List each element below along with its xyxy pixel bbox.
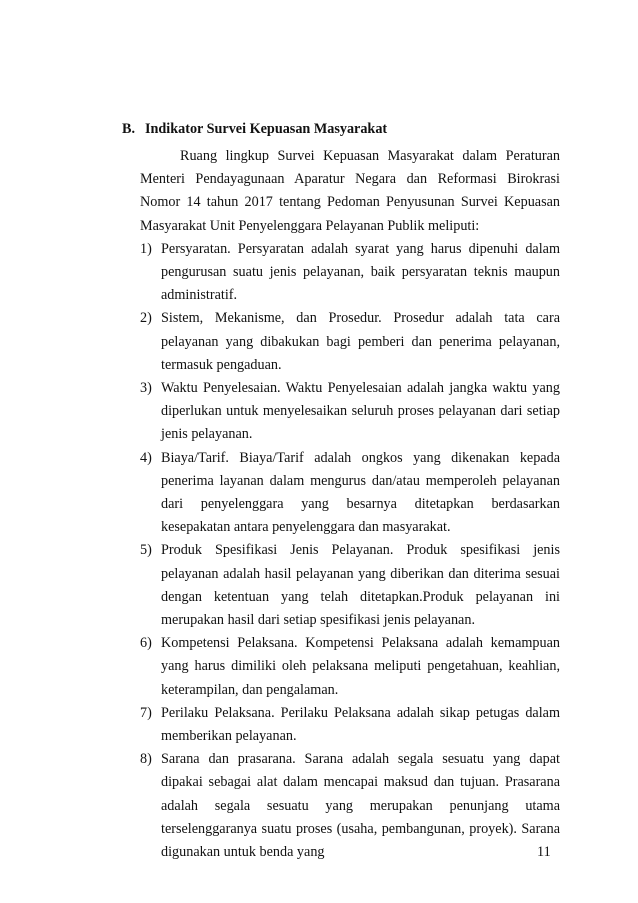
list-item xyxy=(140,539,560,632)
item-text: Biaya/Tarif. Biaya/Tarif adalah ongkos yang dikenakan kepada penerima layanan dalam mengurus dan/atau memperoleh pelayanan dari penyelenggara yang besarnya ditetapkan berdasarkan kesepakatan antara penyelenggara dan masyarakat. xyxy=(161,449,560,536)
list-item xyxy=(140,702,560,748)
item-number: 4) xyxy=(140,449,152,466)
section-heading xyxy=(122,121,387,138)
item-text: Perilaku Pelaksana. Perilaku Pelaksana adalah sikap petugas dalam memberikan pelayanan. xyxy=(161,704,560,745)
intro-paragraph: Ruang lingkup Survei Kepuasan Masyarakat dalam Peraturan Menteri Pendayagunaan Aparatur Negara dan Reformasi Birokrasi Nomor 14 tahun 2017 tentang Pedoman Penyusunan Survei Kepuasan Masyarakat Unit Penyelenggara Pelayanan Publik meliputi: xyxy=(140,148,560,234)
list-item xyxy=(140,632,560,702)
section-title: Indikator Survei Kepuasan Masyarakat xyxy=(145,121,388,137)
item-number: 6) xyxy=(140,635,152,652)
list-item xyxy=(140,238,560,308)
list-item xyxy=(140,307,560,377)
item-text: Produk Spesifikasi Jenis Pelayanan. Produk spesifikasi jenis pelayanan adalah hasil pelayanan yang diberikan dan diterima sesuai dengan ketentuan yang telah ditetapkan.Produk pelayanan ini merupakan hasil dari setiap spesifikasi jenis pelayanan. xyxy=(161,542,560,629)
list-item xyxy=(140,377,560,447)
list-item xyxy=(140,447,560,540)
item-number: 7) xyxy=(140,704,152,721)
item-number: 2) xyxy=(140,310,152,327)
section-letter: B. xyxy=(122,121,136,137)
item-number: 5) xyxy=(140,542,152,559)
document-body xyxy=(140,145,560,864)
item-text: Waktu Penyelesaian. Waktu Penyelesaian adalah jangka waktu yang diperlukan untuk menyelesaikan seluruh proses pelayanan dari setiap jenis pelayanan. xyxy=(161,380,560,443)
item-text: Kompetensi Pelaksana. Kompetensi Pelaksana adalah kemampuan yang harus dimiliki oleh pelaksana meliputi pengetahuan, keahlian, keterampilan, dan pengalaman. xyxy=(161,635,560,698)
item-text: Sistem, Mekanisme, dan Prosedur. Prosedur adalah tata cara pelayanan yang dibakukan bagi pemberi dan penerima pelayanan, termasuk pengaduan. xyxy=(161,310,560,373)
item-number: 3) xyxy=(140,380,152,397)
list-item xyxy=(140,748,560,864)
item-number: 8) xyxy=(140,751,152,768)
item-text: Sarana dan prasarana. Sarana adalah segala sesuatu yang dapat dipakai sebagai alat dalam mencapai maksud dan tujuan. Prasarana adalah segala sesuatu yang merupakan penunjang utama terselenggaranya suatu proses (usaha, pembangunan, proyek). Sarana digunakan untuk benda yang xyxy=(161,751,560,861)
item-text: Persyaratan. Persyaratan adalah syarat yang harus dipenuhi dalam pengurusan suatu jenis pelayanan, baik persyaratan teknis maupun administratif. xyxy=(161,240,560,304)
indicator-list xyxy=(140,238,560,864)
page-number: 11 xyxy=(537,844,551,860)
item-number: 1) xyxy=(140,240,152,257)
